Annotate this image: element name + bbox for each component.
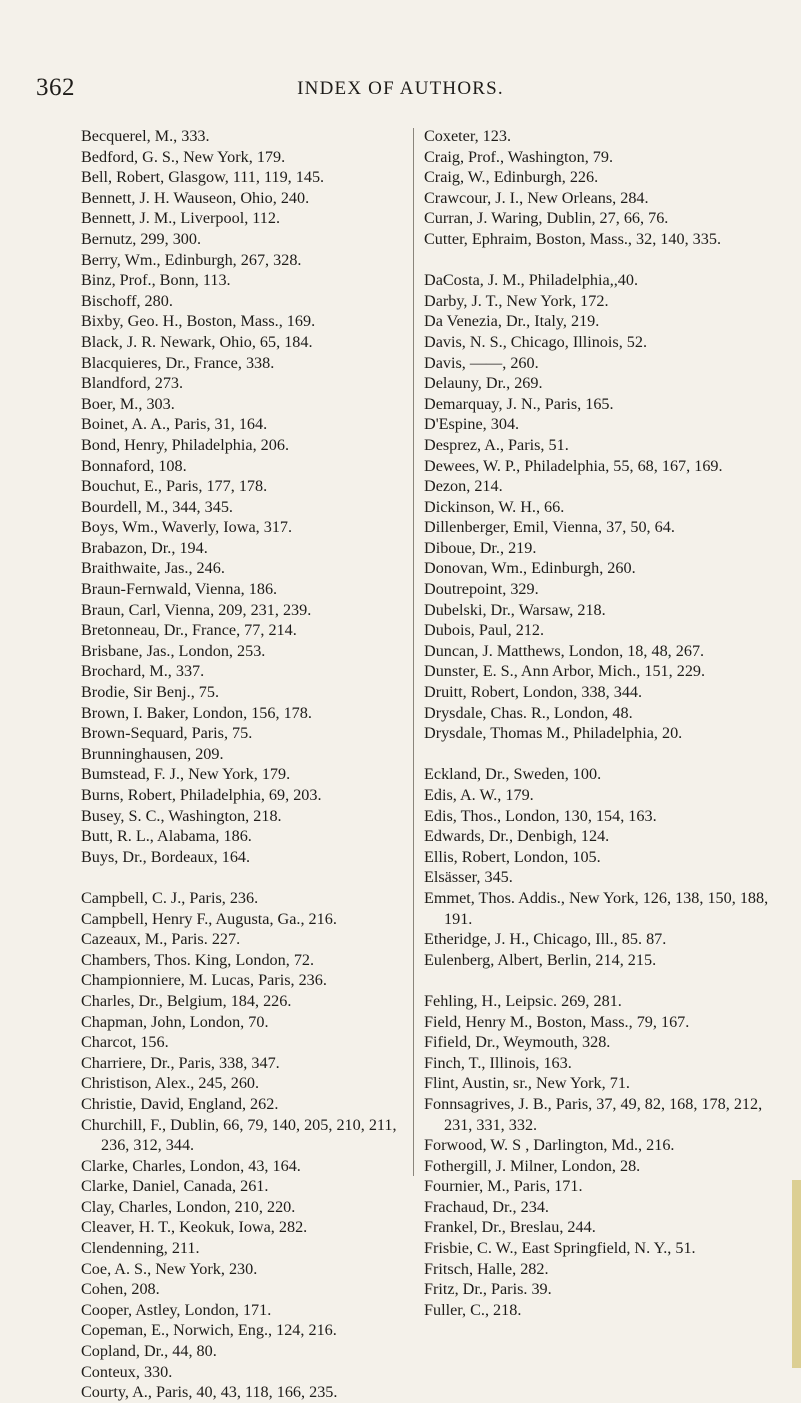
index-entry: Clendenning, 211. — [81, 1239, 200, 1258]
index-entry: Bischoff, 280. — [81, 291, 173, 310]
index-entry: Eulenberg, Albert, Berlin, 214, 215. — [424, 950, 657, 969]
index-entry: Brown-Sequard, Paris, 75. — [81, 724, 253, 743]
index-entry: Bennett, J. M., Liverpool, 112. — [81, 209, 281, 228]
index-entry: Duncan, J. Matthews, London, 18, 48, 267. — [424, 641, 705, 660]
index-entry: Frisbie, C. W., East Springfield, N. Y., 51. — [424, 1239, 696, 1258]
index-entry: Clarke, Daniel, Canada, 261. — [81, 1177, 269, 1196]
index-entry: Fournier, M., Paris, 171. — [424, 1177, 583, 1196]
index-entry: Butt, R. L., Alabama, 186. — [81, 827, 252, 846]
index-entry: Brabazon, Dr., 194. — [81, 538, 208, 557]
index-entry: Edwards, Dr., Denbigh, 124. — [424, 827, 610, 846]
index-entry: Buys, Dr., Bordeaux, 164. — [81, 847, 251, 866]
index-entry: Fehling, H., Leipsic. 269, 281. — [424, 991, 622, 1010]
index-entry: Elsässer, 345. — [424, 868, 513, 887]
index-entry: Burns, Robert, Philadelphia, 69, 203. — [81, 786, 322, 804]
index-column-right — [424, 126, 774, 1320]
index-entry: Chambers, Thos. King, London, 72. — [81, 950, 315, 969]
index-entry: Charcot, 156. — [81, 1033, 169, 1052]
letter-section-gap — [424, 250, 774, 271]
index-entry: Craig, Prof., Washington, 79. — [424, 147, 614, 166]
index-entry: Fothergill, J. Milner, London, 28. — [424, 1156, 641, 1175]
index-entry: Campbell, Henry F., Augusta, Ga., 216. — [81, 909, 337, 928]
index-entry: Boinet, A. A., Paris, 31, 164. — [81, 415, 268, 434]
index-entry: Coe, A. S., New York, 230. — [81, 1259, 258, 1278]
index-entry: Bernutz, 299, 300. — [81, 229, 202, 248]
index-entry: Copland, Dr., 44, 80. — [81, 1342, 217, 1361]
index-entry: Eckland, Dr., Sweden, 100. — [424, 765, 602, 784]
index-entry: Bouchut, E., Paris, 177, 178. — [81, 477, 268, 496]
index-entry: Brochard, M., 337. — [81, 662, 205, 681]
index-entry: Courty, A., Paris, 40, 43, 118, 166, 235. — [81, 1383, 338, 1402]
index-entry: Conteux, 330. — [81, 1362, 173, 1381]
index-entry: Boer, M., 303. — [81, 394, 175, 413]
index-entry: Copeman, E., Norwich, Eng., 124, 216. — [81, 1321, 337, 1340]
index-entry: Braun-Fernwald, Vienna, 186. — [81, 580, 278, 599]
index-entry: Crawcour, J. I., New Orleans, 284. — [424, 188, 649, 207]
index-entry: Clay, Charles, London, 210, 220. — [81, 1197, 296, 1216]
index-entry: Chapman, John, London, 70. — [81, 1012, 269, 1031]
index-entry: Charriere, Dr., Paris, 338, 347. — [81, 1053, 280, 1072]
index-entry: Desprez, A., Paris, 51. — [424, 435, 569, 454]
index-entry: Christie, David, England, 262. — [81, 1094, 279, 1113]
index-entry: Brunninghausen, 209. — [81, 744, 224, 763]
index-entry: Ellis, Robert, London, 105. — [424, 847, 601, 866]
index-entry: Bourdell, M., 344, 345. — [81, 497, 233, 516]
page-header — [0, 74, 801, 108]
index-entry: Flint, Austin, sr., New York, 71. — [424, 1074, 630, 1093]
index-entry: Clarke, Charles, London, 43, 164. — [81, 1156, 301, 1175]
index-entry: Davis, ——, 260. — [424, 353, 539, 372]
index-entry: Da Venezia, Dr., Italy, 219. — [424, 312, 600, 331]
column-divider — [413, 128, 414, 1176]
index-entry: Darby, J. T., New York, 172. — [424, 291, 609, 310]
index-entry: Championniere, M. Lucas, Paris, 236. — [81, 971, 327, 990]
index-entry: Frachaud, Dr., 234. — [424, 1197, 549, 1216]
index-entry: D'Espine, 304. — [424, 415, 520, 434]
index-entry: Blacquieres, Dr., France, 338. — [81, 353, 275, 372]
index-entry: Charles, Dr., Belgium, 184, 226. — [81, 991, 292, 1010]
index-entry: Cutter, Ephraim, Boston, Mass., 32, 140, 335. — [424, 229, 722, 248]
running-title: INDEX OF AUTHORS. — [297, 78, 504, 99]
letter-section-gap — [424, 744, 774, 765]
index-entry: Drysdale, Chas. R., London, 48. — [424, 703, 633, 722]
index-entry: Craig, W., Edinburgh, 226. — [424, 168, 599, 187]
index-entry: Brodie, Sir Benj., 75. — [81, 683, 220, 702]
index-entry: Coxeter, 123. — [424, 127, 512, 145]
index-entry: Davis, N. S., Chicago, Illinois, 52. — [424, 332, 648, 351]
index-entry: Emmet, Thos. Addis., New York, 126, 138, 150, 188, 191. — [424, 888, 769, 928]
letter-section-gap — [424, 970, 774, 991]
index-entry: Blandford, 273. — [81, 374, 184, 393]
index-entry: Demarquay, J. N., Paris, 165. — [424, 394, 614, 413]
index-entry: Berry, Wm., Edinburgh, 267, 328. — [81, 250, 302, 269]
index-entry: Dubois, Paul, 212. — [424, 621, 545, 640]
page-edge-stain — [792, 1180, 801, 1368]
index-entry: Binz, Prof., Bonn, 113. — [81, 271, 231, 290]
index-entry: Donovan, Wm., Edinburgh, 260. — [424, 559, 636, 578]
index-entry: Boys, Wm., Waverly, Iowa, 317. — [81, 518, 293, 537]
index-entry: Dillenberger, Emil, Vienna, 37, 50, 64. — [424, 518, 675, 537]
index-entry: Bretonneau, Dr., France, 77, 214. — [81, 621, 297, 640]
letter-section-gap — [81, 867, 406, 888]
index-entry: DaCosta, J. M., Philadelphia,,40. — [424, 271, 639, 290]
index-entry: Bonnaford, 108. — [81, 456, 187, 475]
index-entry: Black, J. R. Newark, Ohio, 65, 184. — [81, 332, 313, 351]
index-entry: Becquerel, M., 333. — [81, 127, 210, 145]
index-entry: Dickinson, W. H., 66. — [424, 497, 565, 516]
index-entry: Fonnsagrives, J. B., Paris, 37, 49, 82, 168, 178, 212, 231, 331, 332. — [424, 1094, 763, 1134]
index-entry: Delauny, Dr., 269. — [424, 374, 543, 393]
index-entry: Bell, Robert, Glasgow, 111, 119, 145. — [81, 168, 325, 187]
index-entry: Bumstead, F. J., New York, 179. — [81, 765, 291, 784]
index-entry: Dunster, E. S., Ann Arbor, Mich., 151, 229. — [424, 662, 706, 681]
index-entry: Dezon, 214. — [424, 477, 503, 496]
index-entry: Druitt, Robert, London, 338, 344. — [424, 683, 643, 702]
index-entry: Bond, Henry, Philadelphia, 206. — [81, 435, 290, 454]
index-entry: Busey, S. C., Washington, 218. — [81, 806, 282, 825]
index-entry: Finch, T., Illinois, 163. — [424, 1053, 572, 1072]
index-entry: Frankel, Dr., Breslau, 244. — [424, 1218, 596, 1237]
page-number: 362 — [36, 74, 75, 101]
index-entry: Campbell, C. J., Paris, 236. — [81, 888, 259, 907]
index-entry: Churchill, F., Dublin, 66, 79, 140, 205, 210, 211, 236, 312, 344. — [81, 1115, 397, 1155]
index-entry: Etheridge, J. H., Chicago, Ill., 85. 87. — [424, 930, 667, 949]
index-entry: Cleaver, H. T., Keokuk, Iowa, 282. — [81, 1218, 308, 1237]
index-entry: Braun, Carl, Vienna, 209, 231, 239. — [81, 600, 312, 619]
index-entry: Cohen, 208. — [81, 1280, 160, 1299]
index-entry: Bennett, J. H. Wauseon, Ohio, 240. — [81, 188, 310, 207]
index-entry: Fritsch, Halle, 282. — [424, 1259, 549, 1278]
index-column-left — [81, 126, 406, 1403]
index-entry: Fifield, Dr., Weymouth, 328. — [424, 1033, 611, 1052]
index-entry: Forwood, W. S , Darlington, Md., 216. — [424, 1136, 675, 1155]
index-entry: Brisbane, Jas., London, 253. — [81, 641, 266, 660]
index-entry: Cooper, Astley, London, 171. — [81, 1300, 272, 1319]
index-entry: Curran, J. Waring, Dublin, 27, 66, 76. — [424, 209, 669, 228]
index-entry: Brown, I. Baker, London, 156, 178. — [81, 703, 312, 722]
index-entry: Christison, Alex., 245, 260. — [81, 1074, 260, 1093]
index-entry: Drysdale, Thomas M., Philadelphia, 20. — [424, 724, 683, 743]
index-entry: Doutrepoint, 329. — [424, 580, 539, 599]
index-entry: Dewees, W. P., Philadelphia, 55, 68, 167, 169. — [424, 456, 723, 475]
index-entry: Fuller, C., 218. — [424, 1300, 522, 1319]
index-entry: Edis, Thos., London, 130, 154, 163. — [424, 806, 657, 825]
index-entry: Bedford, G. S., New York, 179. — [81, 147, 286, 166]
index-entry: Fritz, Dr., Paris. 39. — [424, 1280, 552, 1299]
index-entry: Diboue, Dr., 219. — [424, 538, 537, 557]
index-entry: Braithwaite, Jas., 246. — [81, 559, 225, 578]
index-entry: Bixby, Geo. H., Boston, Mass., 169. — [81, 312, 316, 331]
index-entry: Dubelski, Dr., Warsaw, 218. — [424, 600, 606, 619]
index-entry: Edis, A. W., 179. — [424, 786, 534, 804]
index-entry: Cazeaux, M., Paris. 227. — [81, 930, 241, 949]
index-entry: Field, Henry M., Boston, Mass., 79, 167. — [424, 1012, 690, 1031]
